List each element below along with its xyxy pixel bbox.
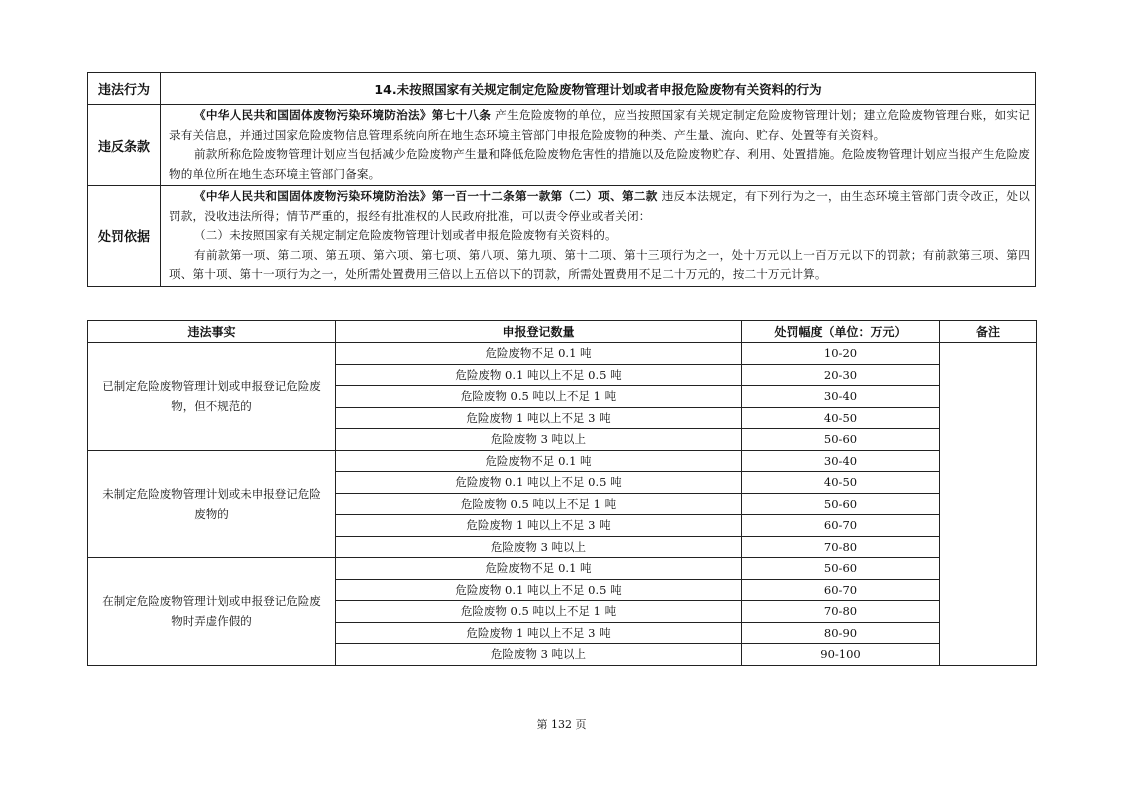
penalty-basis-label: 处罚依据 — [88, 186, 161, 287]
table-header-row — [88, 321, 1037, 343]
quantity-cell: 危险废物 0.5 吨以上不足 1 吨 — [336, 493, 742, 515]
header-quantity: 申报登记数量 — [336, 321, 742, 343]
table-row — [88, 558, 1037, 580]
violation-title: 14.未按照国家有关规定制定危险废物管理计划或者申报危险废物有关资料的行为 — [161, 73, 1036, 105]
penalty-range-table — [87, 320, 1037, 666]
range-cell: 40-50 — [742, 407, 940, 429]
violated-clause-row — [88, 105, 1036, 186]
penalty-basis-text — [161, 186, 1036, 287]
range-cell: 80-90 — [742, 622, 940, 644]
fact-cell: 在制定危险废物管理计划或申报登记危险废物时弄虚作假的 — [88, 558, 336, 666]
violated-clause-label: 违反条款 — [88, 105, 161, 186]
violated-clause-text — [161, 105, 1036, 186]
table-row — [88, 450, 1037, 472]
quantity-cell: 危险废物 0.1 吨以上不足 0.5 吨 — [336, 472, 742, 494]
basis-text-3: 有前款第一项、第二项、第五项、第六项、第七项、第八项、第九项、第十二项、第十三项行为之一，处十万元以上一百万元以下的罚款；有前款第三项、第四项、第十项、第十一项行为之一，处所需处置费用三倍以上五倍以下的罚款，所需处置费用不足二十万元的，按二十万元计算。 — [169, 247, 1030, 281]
range-cell: 60-70 — [742, 579, 940, 601]
quantity-cell: 危险废物 1 吨以上不足 3 吨 — [336, 515, 742, 537]
quantity-cell: 危险废物 0.5 吨以上不足 1 吨 — [336, 386, 742, 408]
quantity-cell: 危险废物不足 0.1 吨 — [336, 450, 742, 472]
range-cell: 20-30 — [742, 364, 940, 386]
range-cell: 50-60 — [742, 429, 940, 451]
range-cell: 10-20 — [742, 343, 940, 365]
quantity-cell: 危险废物不足 0.1 吨 — [336, 343, 742, 365]
header-range: 处罚幅度（单位：万元） — [742, 321, 940, 343]
header-remark: 备注 — [940, 321, 1037, 343]
violation-row — [88, 73, 1036, 105]
quantity-cell: 危险废物 3 吨以上 — [336, 536, 742, 558]
quantity-cell: 危险废物不足 0.1 吨 — [336, 558, 742, 580]
quantity-cell: 危险废物 3 吨以上 — [336, 429, 742, 451]
range-cell: 40-50 — [742, 472, 940, 494]
provision-table — [87, 72, 1036, 287]
range-cell: 70-80 — [742, 536, 940, 558]
basis-text-1: 违反本法规定，有下列行为之一，由生态环境主管部门责令改正，处以罚款，没收违法所得；情节严重的，报经有批准权的人民政府批准，可以责令停业或者关闭： — [169, 189, 1030, 223]
law-reference: 《中华人民共和国固体废物污染环境防治法》第一百一十二条第一款第（二）项、第二款 — [194, 189, 658, 203]
violation-label: 违法行为 — [88, 73, 161, 105]
range-cell: 50-60 — [742, 558, 940, 580]
quantity-cell: 危险废物 0.1 吨以上不足 0.5 吨 — [336, 579, 742, 601]
fact-cell: 已制定危险废物管理计划或申报登记危险废物，但不规范的 — [88, 343, 336, 451]
law-reference: 《中华人民共和国固体废物污染环境防治法》第七十八条 — [194, 108, 492, 122]
quantity-cell: 危险废物 0.1 吨以上不足 0.5 吨 — [336, 364, 742, 386]
penalty-basis-row — [88, 186, 1036, 287]
range-cell: 90-100 — [742, 644, 940, 666]
clause-text-1: 产生危险废物的单位，应当按照国家有关规定制定危险废物管理计划；建立危险废物管理台账，如实记录有关信息，并通过国家危险废物信息管理系统向所在地生态环境主管部门申报危险废物的种类、产生量、流向、贮存、处置等有关资料。 — [169, 108, 1030, 142]
quantity-cell: 危险废物 1 吨以上不足 3 吨 — [336, 407, 742, 429]
range-cell: 30-40 — [742, 450, 940, 472]
range-cell: 50-60 — [742, 493, 940, 515]
remark-cell — [940, 343, 1037, 666]
page-number: 第 132 页 — [536, 718, 587, 731]
quantity-cell: 危险废物 3 吨以上 — [336, 644, 742, 666]
range-cell: 60-70 — [742, 515, 940, 537]
range-cell: 30-40 — [742, 386, 940, 408]
table-row — [88, 343, 1037, 365]
basis-text-2: （二）未按照国家有关规定制定危险废物管理计划或者申报危险废物有关资料的。 — [194, 228, 617, 242]
fact-cell: 未制定危险废物管理计划或未申报登记危险废物的 — [88, 450, 336, 558]
range-cell: 70-80 — [742, 601, 940, 623]
quantity-cell: 危险废物 1 吨以上不足 3 吨 — [336, 622, 742, 644]
clause-text-2: 前款所称危险废物管理计划应当包括减少危险废物产生量和降低危险废物危害性的措施以及危险废物贮存、利用、处置措施。危险废物管理计划应当报产生危险废物的单位所在地生态环境主管部门备案。 — [169, 147, 1030, 181]
header-fact: 违法事实 — [88, 321, 336, 343]
quantity-cell: 危险废物 0.5 吨以上不足 1 吨 — [336, 601, 742, 623]
